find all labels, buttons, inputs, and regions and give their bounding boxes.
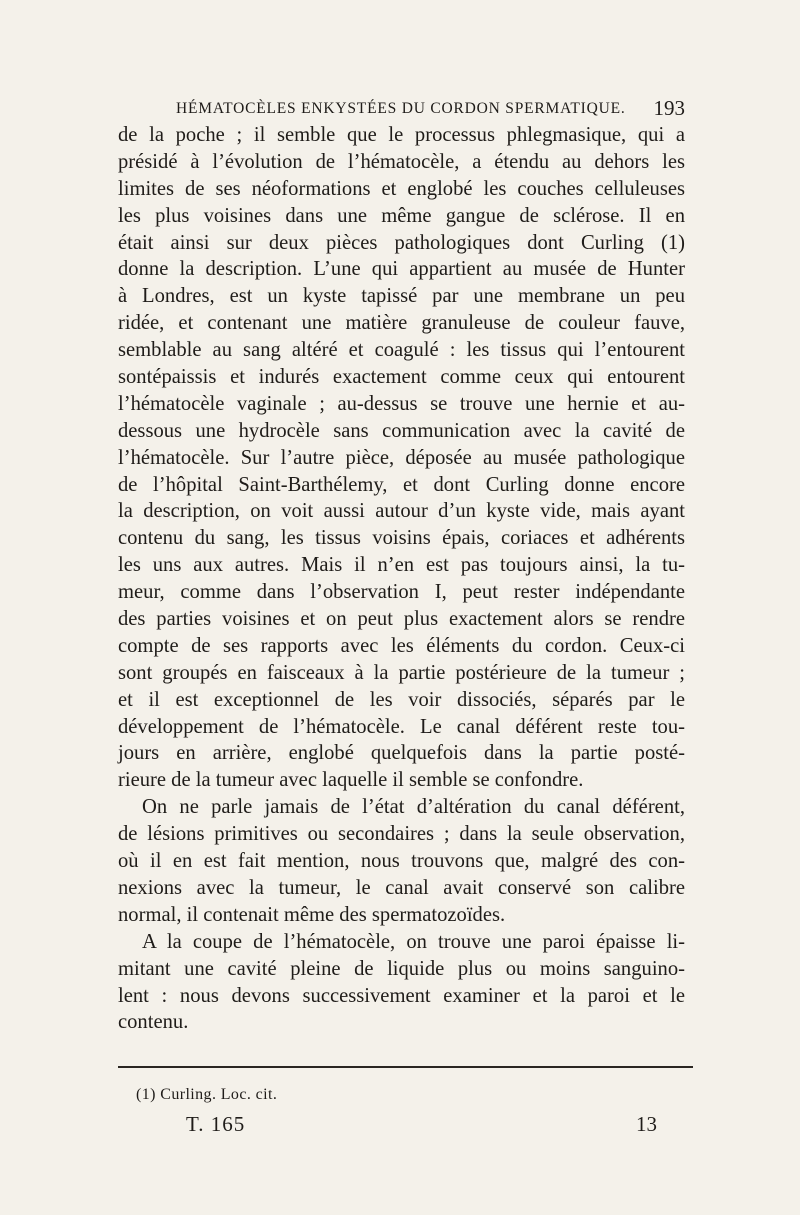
text-line: contenu du sang, les tissus voisins épais, coriaces et adhérents [118, 527, 685, 550]
text-line: de la poche ; il semble que le processus phlegmasique, qui a [118, 124, 685, 146]
text-line: rieure de la tumeur avec laquelle il semble se confondre. [118, 769, 584, 792]
text-line: contenu. [118, 1011, 189, 1034]
running-title: HÉMATOCÈLES ENKYSTÉES DU CORDON SPERMATIQUE. [176, 100, 626, 117]
body-text [118, 122, 685, 1036]
footnote-divider [118, 1066, 693, 1068]
text-line: sontépaissis et indurés exactement comme ceux qui entourent [118, 366, 685, 389]
text-line: l’hématocèle. Sur l’autre pièce, déposée au musée pathologique [118, 446, 685, 469]
text-line: On ne parle jamais de l’état d’altération du canal déférent, [142, 796, 685, 819]
footnote: (1) Curling. Loc. cit. [136, 1086, 278, 1103]
text-line: développement de l’hématocèle. Le canal déférent reste tou- [118, 715, 685, 738]
text-line: de lésions primitives ou secondaires ; dans la seule observation, [118, 823, 685, 846]
text-line: de l’hôpital Saint-Barthélemy, et dont Curling donne encore [118, 473, 685, 496]
text-line: ridée, et contenant une matière granuleuse de couleur fauve, [118, 312, 685, 335]
sheet-number: 13 [636, 1112, 657, 1136]
text-line: était ainsi sur deux pièces pathologiques dont Curling (1) [118, 231, 685, 254]
text-line: les uns aux autres. Mais il n’en est pas toujours ainsi, la tu- [118, 554, 685, 577]
text-line: les plus voisines dans une même gangue de sclérose. Il en [118, 204, 685, 227]
page-number: 193 [653, 96, 685, 120]
text-line: semblable au sang altéré et coagulé : les tissus qui l’entourent [118, 339, 685, 362]
text-line: la description, on voit aussi autour d’un kyste vide, mais ayant [118, 500, 685, 523]
text-line: des parties voisines et on peut plus exactement alors se rendre [118, 608, 685, 631]
text-line: jours en arrière, englobé quelquefois dans la partie posté- [118, 742, 685, 765]
text-line: et il est exceptionnel de les voir dissociés, séparés par le [118, 688, 685, 711]
text-line: compte de ses rapports avec les éléments du cordon. Ceux-ci [118, 634, 685, 657]
text-line: sont groupés en faisceaux à la partie postérieure de la tumeur ; [118, 661, 685, 684]
text-line: mitant une cavité pleine de liquide plus ou moins sanguino- [118, 957, 685, 980]
text-line: limites de ses néoformations et englobé les couches celluleuses [118, 177, 685, 200]
text-line: A la coupe de l’hématocèle, on trouve une paroi épaisse li- [142, 930, 685, 953]
text-line: normal, il contenait même des spermatozoïdes. [118, 903, 506, 926]
text-line: donne la description. L’une qui appartient au musée de Hunter [118, 258, 685, 281]
text-line: où il en est fait mention, nous trouvons que, malgré des con- [118, 850, 685, 873]
text-line: à Londres, est un kyste tapissé par une membrane un peu [118, 285, 685, 308]
running-head [118, 96, 685, 124]
text-line: dessous une hydrocèle sans communication avec la cavité de [118, 419, 685, 442]
text-line: meur, comme dans l’observation I, peut rester indépendante [118, 581, 685, 604]
text-line: nexions avec la tumeur, le canal avait conservé son calibre [118, 876, 685, 899]
text-line: présidé à l’évolution de l’hématocèle, a étendu au dehors les [118, 150, 685, 173]
text-line: lent : nous devons successivement examiner et la paroi et le [118, 984, 685, 1007]
text-line: l’hématocèle vaginale ; au-dessus se trouve une hernie et au- [118, 392, 685, 415]
signature-mark: T. 165 [186, 1112, 246, 1136]
